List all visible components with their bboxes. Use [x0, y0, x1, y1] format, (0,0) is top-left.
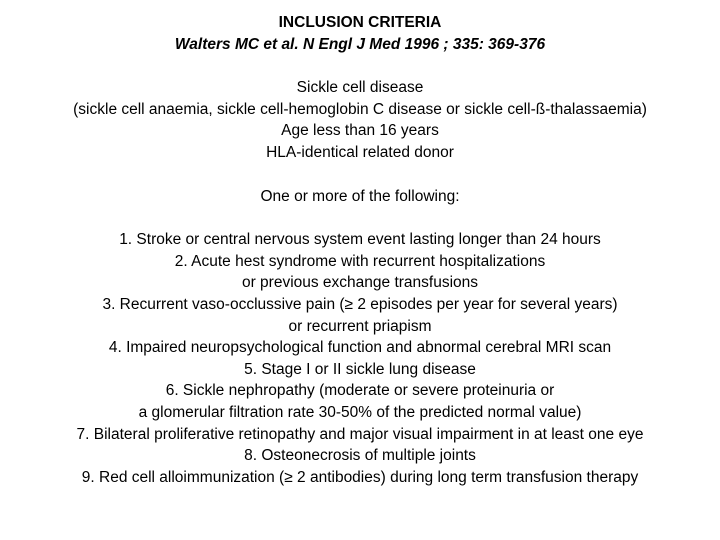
- eligibility-block: [0, 77, 720, 163]
- spacer: [0, 207, 720, 229]
- page-title: INCLUSION CRITERIA: [278, 14, 442, 31]
- eligibility-line: HLA-identical related donor: [266, 143, 454, 161]
- eligibility-line: (sickle cell anaemia, sickle cell-hemoglobin C disease or sickle cell-ß-thalassaemia): [73, 100, 647, 118]
- criteria-line: 8. Osteonecrosis of multiple joints: [244, 447, 476, 465]
- header: [0, 0, 720, 55]
- spacer: [0, 164, 720, 186]
- criteria-intro: One or more of the following:: [260, 187, 460, 205]
- criteria-line: a glomerular filtration rate 30-50% of the predicted normal value): [138, 403, 582, 421]
- criteria-line: 5. Stage I or II sickle lung disease: [244, 360, 476, 378]
- criteria-line: 6. Sickle nephropathy (moderate or severe proteinuria or: [165, 382, 555, 400]
- criteria-line: 4. Impaired neuropsychological function and abnormal cerebral MRI scan: [108, 339, 612, 357]
- criteria-line: 2. Acute hest syndrome with recurrent hospitalizations: [174, 252, 546, 270]
- criteria-line: 9. Red cell alloimmunization (≥ 2 antibodies) during long term transfusion therapy: [81, 468, 639, 486]
- criteria-line: 1. Stroke or central nervous system event lasting longer than 24 hours: [119, 231, 601, 249]
- eligibility-line: Age less than 16 years: [281, 122, 439, 140]
- spacer: [0, 55, 720, 77]
- eligibility-line: Sickle cell disease: [296, 79, 424, 97]
- criteria-list: [0, 229, 720, 488]
- criteria-line: or recurrent priapism: [288, 317, 432, 335]
- criteria-line: 3. Recurrent vaso-occlussive pain (≥ 2 episodes per year for several years): [102, 295, 618, 313]
- criteria-line: 7. Bilateral proliferative retinopathy and major visual impairment in at least one eye: [76, 425, 644, 443]
- citation: Walters MC et al. N Engl J Med 1996 ; 335: 369-376: [174, 35, 546, 53]
- criteria-line: or previous exchange transfusions: [241, 274, 479, 292]
